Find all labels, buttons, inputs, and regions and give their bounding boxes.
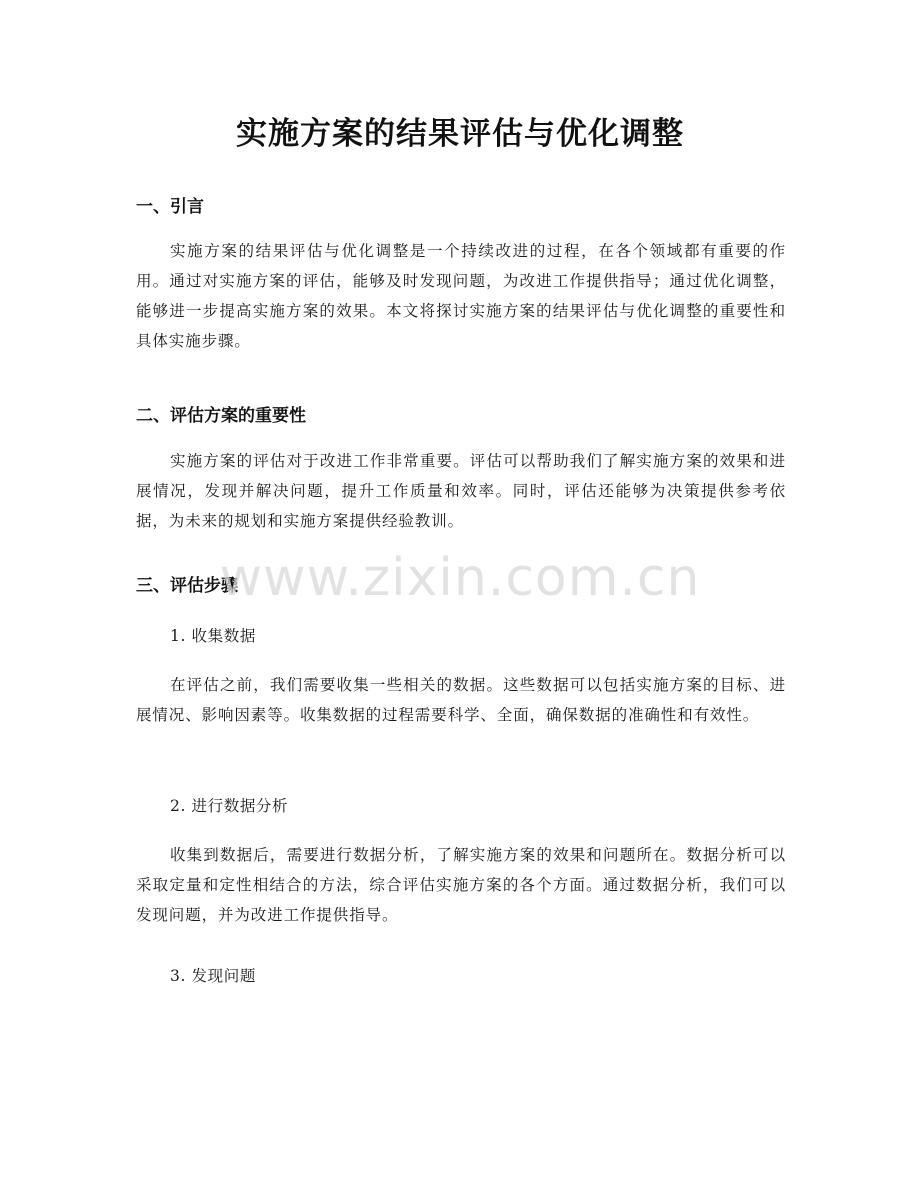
document-title: 实施方案的结果评估与优化调整 — [236, 116, 684, 152]
step-label-collect-data: 1. 收集数据 — [170, 627, 256, 645]
section-heading-introduction: 一、引言 — [136, 197, 204, 217]
watermark: www.zixin.com.cn — [219, 548, 701, 608]
section-heading-importance: 二、评估方案的重要性 — [136, 406, 306, 426]
section-heading-steps: 三、评估步骤 — [136, 576, 238, 596]
section-paragraph-importance: 实施方案的评估对于改进工作非常重要。评估可以帮助我们了解实施方案的效果和进展情况，发现并解决问题，提升工作质量和效率。同时，评估还能够为决策提供参考依据，为未来的规划和实施方案提供经验教训。 — [136, 452, 786, 530]
step-label-data-analysis: 2. 进行数据分析 — [170, 797, 289, 815]
step-label-find-problems: 3. 发现问题 — [170, 967, 256, 985]
step-paragraph-collect-data: 在评估之前，我们需要收集一些相关的数据。这些数据可以包括实施方案的目标、进展情况、影响因素等。收集数据的过程需要科学、全面，确保数据的准确性和有效性。 — [136, 676, 786, 724]
step-paragraph-data-analysis: 收集到数据后，需要进行数据分析，了解实施方案的效果和问题所在。数据分析可以采取定量和定性相结合的方法，综合评估实施方案的各个方面。通过数据分析，我们可以发现问题，并为改进工作提供指导。 — [136, 846, 786, 924]
section-paragraph-introduction: 实施方案的结果评估与优化调整是一个持续改进的过程，在各个领域都有重要的作用。通过对实施方案的评估，能够及时发现问题，为改进工作提供指导；通过优化调整，能够进一步提高实施方案的效果。本文将探讨实施方案的结果评估与优化调整的重要性和具体实施步骤。 — [136, 242, 786, 350]
